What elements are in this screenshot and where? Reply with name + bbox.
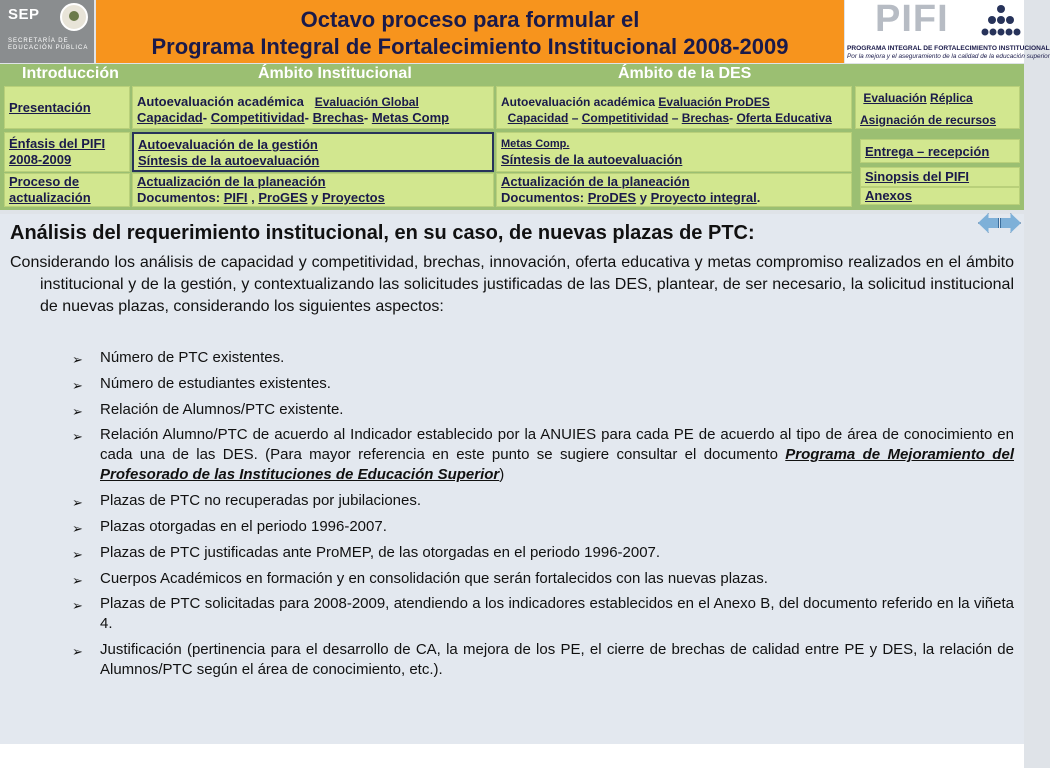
intro-paragraph xyxy=(10,252,1014,318)
mexico-seal-icon xyxy=(60,3,88,31)
list-item-text: Plazas de PTC solicitadas para 2008-2009, atendiendo a los indicadores establecidos en el Anexo B, del documento referido en la viñeta 4. xyxy=(100,595,1014,633)
pifi-logo xyxy=(845,0,1050,63)
label-documentos: Documentos: xyxy=(137,190,221,205)
link-capacidad[interactable]: Capacidad xyxy=(137,110,203,125)
nav-heading-des: Ámbito de la DES xyxy=(618,65,752,82)
list-item xyxy=(72,594,1014,634)
link-anexos[interactable]: Anexos xyxy=(865,188,912,203)
list-item xyxy=(72,348,1014,368)
pifi-people-icon xyxy=(981,4,1021,44)
nav-cell-autoevaluacion-institucional: Autoevaluación académica Evaluación Global Capacidad- Competitividad- Brechas- Metas Comp xyxy=(132,86,494,129)
title-line-1: Octavo proceso para formular el xyxy=(300,7,640,32)
link-entrega-recepcion[interactable]: Entrega – recepción xyxy=(865,144,990,159)
nav-cell-anexos[interactable] xyxy=(860,187,1020,205)
list-item-text: Justificación (pertinencia para el desarrollo de CA, la mejora de los PE, el cierre de brechas de calidad entre PE y DES, la relación de Alumnos/PTC según el área de conocimiento, etc.). xyxy=(100,641,1014,679)
arrow-bullet-icon: ➢ xyxy=(72,377,83,393)
link-brechas-des[interactable]: Brechas xyxy=(681,111,730,125)
label-documentos-des: Documentos: xyxy=(501,190,585,205)
list-item xyxy=(72,374,1014,394)
link-competitividad-des[interactable]: Competitividad xyxy=(581,111,669,125)
link-evaluacion-global[interactable]: Evaluación Global xyxy=(314,95,419,109)
sep-logo-line1: SECRETARÍA DE xyxy=(8,38,69,44)
link-asignacion-recursos[interactable]: Asignación de recursos xyxy=(860,113,997,127)
link-brechas[interactable]: Brechas xyxy=(312,110,364,125)
link-replica[interactable]: Réplica xyxy=(930,91,973,105)
arrow-bullet-icon: ➢ xyxy=(72,352,83,367)
nav-heading-institucional: Ámbito Institucional xyxy=(258,65,412,82)
list-item xyxy=(72,400,1014,420)
link-proceso-line1[interactable]: Proceso de xyxy=(9,174,80,189)
link-sinopsis[interactable]: Sinopsis del PIFI xyxy=(865,169,970,184)
nav-cell-sinopsis[interactable] xyxy=(860,167,1020,187)
arrow-bullet-icon: ➢ xyxy=(72,546,83,562)
nav-cell-enfasis[interactable] xyxy=(4,132,130,172)
link-metas-comp[interactable]: Metas Comp xyxy=(371,110,450,125)
link-oferta-educativa[interactable]: Oferta Educativa xyxy=(736,111,832,125)
nav-heading-intro: Introducción xyxy=(22,65,119,82)
next-arrow-icon[interactable] xyxy=(1000,213,1021,233)
arrow-bullet-icon: ➢ xyxy=(72,572,83,588)
nav-cell-planeacion-institucional: Actualización de la planeación Documentos: PIFI , ProGES y Proyectos xyxy=(132,173,494,207)
intro-paragraph-text: Considerando los análisis de capacidad y competitividad, brechas, innovación, oferta educativa y metas compromiso realizados en el ámbito institucional y de la gestión, y contextualizando las solicitudes justificadas de las DES, plantear, de ser necesario, la solicitud institucional de nuevas plazas, considerando los siguientes aspectos: xyxy=(10,254,1014,315)
link-autoevaluacion-gestion[interactable]: Autoevaluación de la gestión xyxy=(138,137,318,152)
link-proyectos[interactable]: Proyectos xyxy=(321,190,385,205)
link-prodes[interactable]: ProDES xyxy=(587,190,637,205)
content-area xyxy=(0,214,1024,744)
label-autoevaluacion-academica-des: Autoevaluación académica xyxy=(501,95,656,109)
nav-cell-evaluacion xyxy=(855,86,1020,129)
pifi-logo-subtitle: PROGRAMA INTEGRAL DE FORTALECIMIENTO INSTITUCIONAL xyxy=(847,45,1050,52)
arrow-bullet-icon: ➢ xyxy=(72,429,83,445)
link-evaluacion[interactable]: Evaluación xyxy=(863,91,927,105)
previous-arrow-icon[interactable] xyxy=(978,213,999,233)
aspects-list xyxy=(72,348,1014,686)
nav-cell-proceso[interactable] xyxy=(4,173,130,207)
link-proges[interactable]: ProGES xyxy=(258,190,308,205)
link-actualizacion-planeacion-des[interactable]: Actualización de la planeación xyxy=(501,174,690,189)
arrow-bullet-icon: ➢ xyxy=(72,598,83,614)
nav-cell-entrega[interactable] xyxy=(860,139,1020,163)
slide-nav-arrows xyxy=(978,213,1022,235)
list-item-text: Plazas de PTC justificadas ante ProMEP, de las otorgadas en el periodo 1996-2007. xyxy=(100,543,661,561)
label-autoevaluacion-academica: Autoevaluación académica xyxy=(137,94,304,109)
nav-cell-planeacion-des: Actualización de la planeación Documentos: ProDES y Proyecto integral. xyxy=(496,173,852,207)
list-item-text: Relación Alumno/PTC de acuerdo al Indicador establecido por la ANUIES para cada PE de acuerdo al tipo de área de conocimiento en cada una de las DES. (Para mayor referencia en este punto se sugiere consultar el documento xyxy=(100,426,1014,464)
label-y: y xyxy=(311,190,319,205)
link-actualizacion-planeacion[interactable]: Actualización de la planeación xyxy=(137,174,326,189)
link-enfasis-line2[interactable]: 2008-2009 xyxy=(9,152,72,167)
link-proceso-line2[interactable]: actualización xyxy=(9,190,91,205)
sep-logo-line2: EDUCACIÓN PÚBLICA xyxy=(8,45,89,51)
link-proyecto-integral[interactable]: Proyecto integral xyxy=(650,190,757,205)
list-item-text: Número de estudiantes existentes. xyxy=(100,374,331,392)
link-presentacion[interactable]: Presentación xyxy=(9,100,91,115)
document-reference-link[interactable]: Programa de Mejoramiento del Profesorado de las Instituciones de Educación Superior xyxy=(100,446,1014,484)
list-item xyxy=(72,543,1014,563)
list-item xyxy=(72,491,1014,511)
list-item xyxy=(72,569,1014,589)
list-item xyxy=(72,517,1014,537)
pifi-logo-tagline: Por la mejora y el aseguramiento de la calidad de la educación superior xyxy=(847,53,1050,60)
nav-cell-metas-des[interactable] xyxy=(496,132,852,172)
title-line-2: Programa Integral de Fortalecimiento Institucional 2008-2009 xyxy=(151,34,789,59)
list-item xyxy=(72,425,1014,485)
list-item-text: Número de PTC existentes. xyxy=(100,349,285,366)
sep-logo-text: SEP xyxy=(8,6,40,23)
section-heading: Análisis del requerimiento institucional, en su caso, de nuevas plazas de PTC: xyxy=(10,222,755,244)
pifi-logo-letters: PIFI xyxy=(875,0,949,40)
link-capacidad-des[interactable]: Capacidad xyxy=(507,111,569,125)
arrow-bullet-icon: ➢ xyxy=(72,495,83,511)
link-metas-comp-des[interactable]: Metas Comp. xyxy=(501,138,570,150)
process-nav-grid xyxy=(0,64,1024,210)
nav-cell-presentacion[interactable] xyxy=(4,86,130,129)
title-banner xyxy=(96,0,844,63)
nav-cell-autoevaluacion-des: Autoevaluación académica Evaluación ProDES Capacidad – Competitividad – Brechas- Oferta Educativa xyxy=(496,86,852,129)
link-evaluacion-prodes[interactable]: Evaluación ProDES xyxy=(658,95,770,109)
arrow-bullet-icon: ➢ xyxy=(72,403,83,419)
link-sintesis-des[interactable]: Síntesis de la autoevaluación xyxy=(501,152,683,167)
arrow-bullet-icon: ➢ xyxy=(72,644,83,660)
arrow-bullet-icon: ➢ xyxy=(72,520,83,536)
label-y-des: y xyxy=(639,190,647,205)
link-competitividad[interactable]: Competitividad xyxy=(210,110,305,125)
list-item-text: Plazas otorgadas en el periodo 1996-2007. xyxy=(100,517,387,535)
link-enfasis-line1[interactable]: Énfasis del PIFI xyxy=(9,136,106,151)
sep-logo xyxy=(0,0,94,63)
list-item xyxy=(72,640,1014,680)
link-pifi[interactable]: PIFI xyxy=(223,190,248,205)
bottom-margin xyxy=(0,744,1024,768)
list-item-text: Plazas de PTC no recuperadas por jubilaciones. xyxy=(100,492,422,510)
link-sintesis-autoevaluacion[interactable]: Síntesis de la autoevaluación xyxy=(138,153,320,168)
list-item-text: Relación de Alumnos/PTC existente. xyxy=(100,400,344,418)
list-item-text-tail: ) xyxy=(499,466,505,484)
list-item-text: Cuerpos Académicos en formación y en consolidación que serán fortalecidos con las nuevas plazas. xyxy=(100,569,768,587)
nav-cell-gestion-current[interactable] xyxy=(132,132,494,172)
